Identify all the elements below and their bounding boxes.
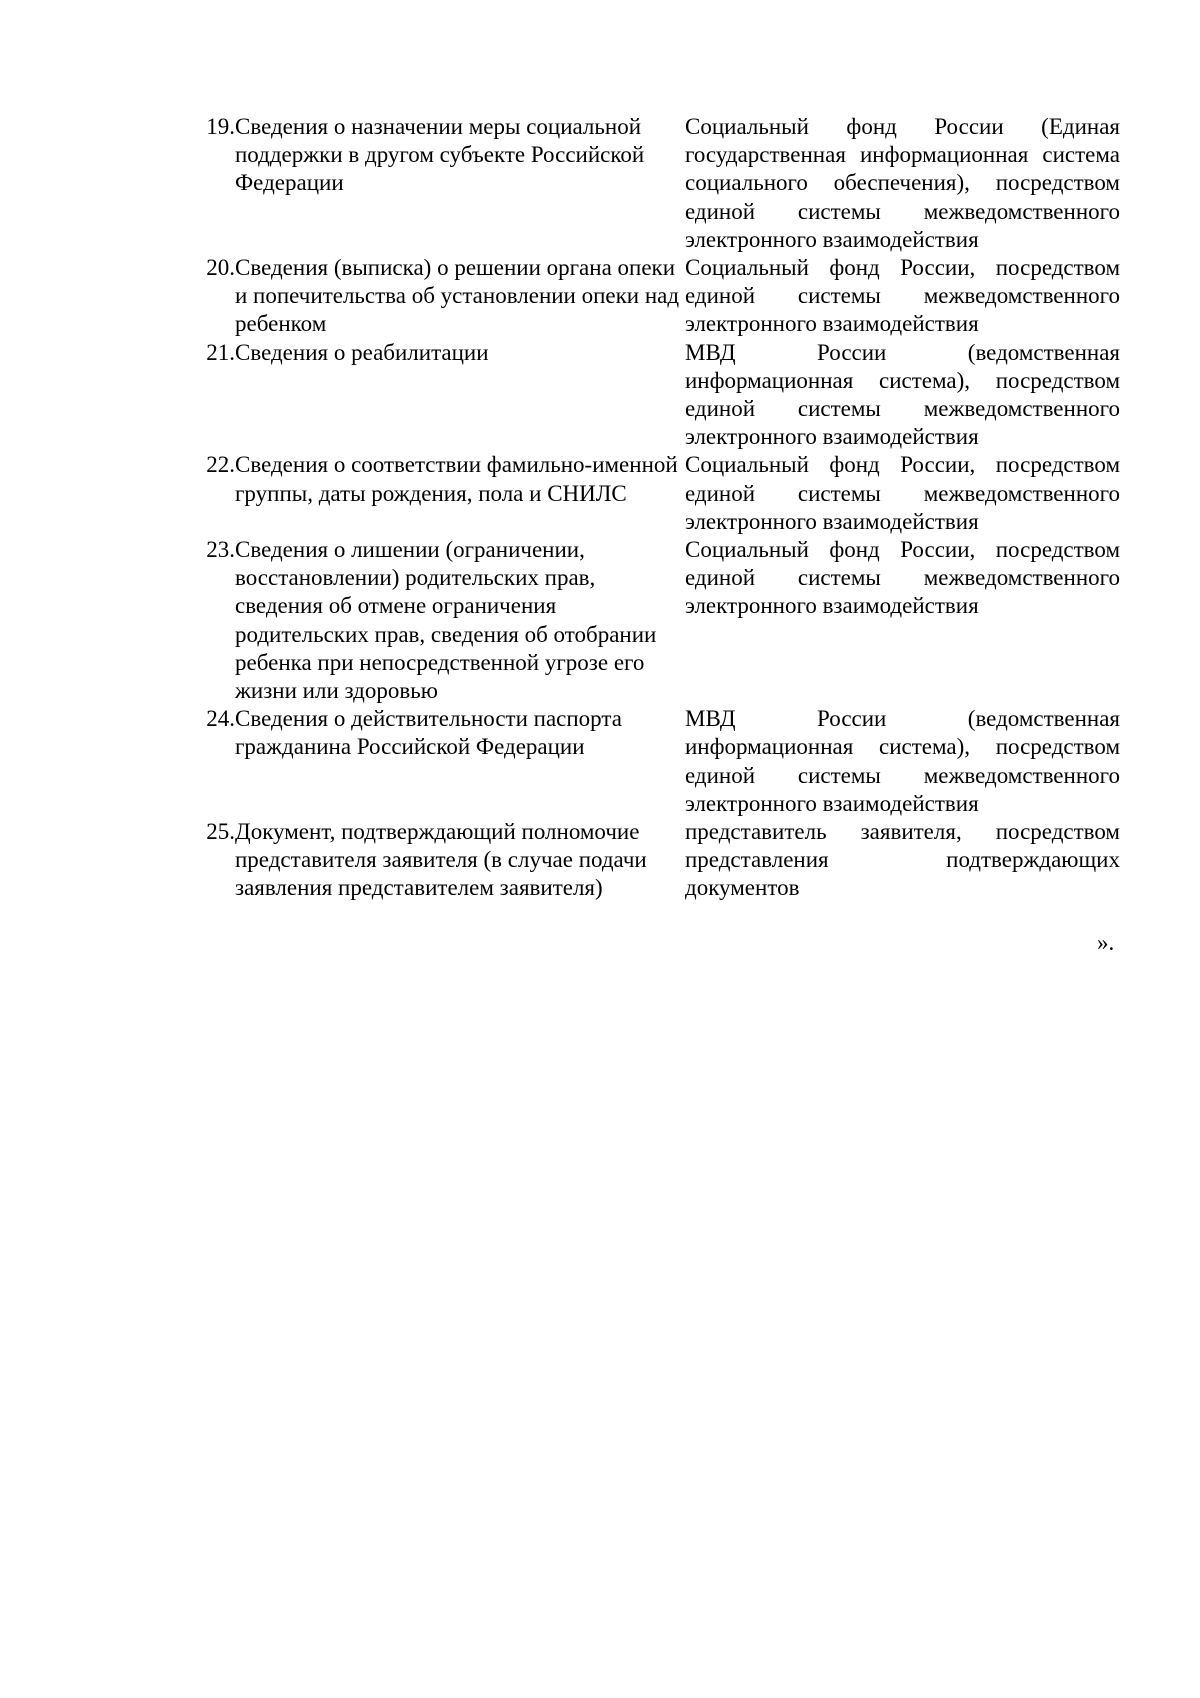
source-cell: МВД России (ведомственная информационная система), посредством единой системы межведомственного электронного взаимодействия [685,706,1120,816]
source-cell: представитель заявителя, посредством представления подтверждающих документов [685,819,1120,901]
row-number: 24. [206,706,235,732]
row-number: 20. [206,255,235,281]
document-cell: Документ, подтверждающий полномочие представителя заявителя (в случае подачи заявления представителем заявителя) [235,819,647,901]
source-cell: Социальный фонд России, посредством единой системы межведомственного электронного взаимодействия [685,537,1120,619]
document-cell: Сведения о реабилитации [235,339,489,365]
row-number: 25. [206,819,235,845]
row-number: 21. [206,339,235,365]
closing-quote-mark: ». [1097,930,1115,955]
row-number: 23. [206,537,235,563]
document-cell: Сведения о лишении (ограничении, восстановлении) родительских прав, сведения об отмене ограничения родительских прав, сведения об отобрании ребенка при непосредственной угрозе его жизни или здоровью [235,537,657,704]
document-cell: Сведения о соответствии фамильно-именной группы, даты рождения, пола и СНИЛС [235,452,678,506]
table-row [170,113,1120,254]
table-row [170,339,1120,452]
table-row [170,705,1120,818]
table-row [170,536,1120,705]
documents-table [170,113,1120,903]
row-number: 19. [206,114,235,139]
source-cell: МВД России (ведомственная информационная система), посредством единой системы межведомственного электронного взаимодействия [685,339,1120,450]
table-row [170,254,1120,339]
document-cell: Сведения (выписка) о решении органа опеки и попечительства об установлении опеки над ребенком [235,255,680,337]
document-cell: Сведения о назначении меры социальной поддержки в другом субъекте Российской Федерации [235,114,645,196]
document-cell: Сведения о действительности паспорта гражданина Российской Федерации [235,706,622,760]
source-cell: Социальный фонд России (Единая государственная информационная система социального обеспечения), посредством единой системы межведомственного электронного взаимодействия [685,114,1120,252]
source-cell: Социальный фонд России, посредством единой системы межведомственного электронного взаимодействия [685,255,1120,337]
table-row [170,818,1120,903]
row-number: 22. [206,452,235,478]
table-row [170,451,1120,536]
source-cell: Социальный фонд России, посредством единой системы межведомственного электронного взаимодействия [685,452,1120,534]
